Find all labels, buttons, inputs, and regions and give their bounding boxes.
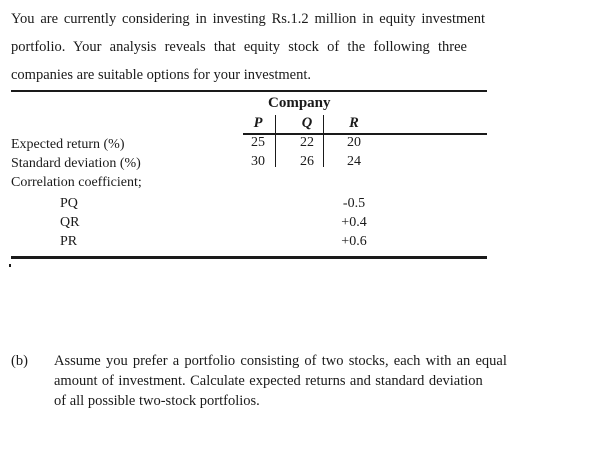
question-label: (b) bbox=[11, 353, 28, 369]
column-divider-pq bbox=[275, 115, 276, 167]
table-bottom-rule bbox=[11, 256, 487, 259]
correlation-value-pq: -0.5 bbox=[342, 196, 366, 211]
question-line-2: amount of investment. Calculate expected returns and standard deviation bbox=[54, 373, 483, 389]
column-divider-qr bbox=[323, 115, 324, 167]
cell-expected-return-r: 20 bbox=[347, 135, 361, 150]
cell-standard-deviation-r: 24 bbox=[347, 154, 361, 169]
intro-line-3: companies are suitable options for your investment. bbox=[11, 67, 311, 83]
stray-mark bbox=[9, 264, 11, 267]
cell-standard-deviation-p: 30 bbox=[251, 154, 265, 169]
intro-line-1: You are currently considering in investing Rs.1.2 million in equity investment bbox=[11, 11, 486, 27]
table-top-rule bbox=[11, 90, 487, 92]
pair-label-pr: PR bbox=[60, 234, 78, 249]
pair-label-pq: PQ bbox=[60, 196, 78, 211]
correlation-value-pr: +0.6 bbox=[341, 234, 367, 249]
cell-standard-deviation-q: 26 bbox=[300, 154, 314, 169]
question-text bbox=[54, 351, 542, 411]
row-label-correlation: Correlation coefficient; bbox=[11, 175, 142, 190]
row-label-standard-deviation: Standard deviation (%) bbox=[11, 156, 141, 171]
question-line-3: of all possible two-stock portfolios. bbox=[54, 393, 260, 409]
intro-line-2: portfolio. Your analysis reveals that equity stock of the following three bbox=[11, 39, 467, 55]
column-header-q: Q bbox=[301, 115, 313, 131]
cell-expected-return-q: 22 bbox=[300, 135, 314, 150]
column-header-r: R bbox=[349, 115, 359, 131]
question-line-1: Assume you prefer a portfolio consisting of two stocks, each with an equal bbox=[54, 353, 507, 369]
company-header: Company bbox=[268, 95, 331, 111]
pair-label-qr: QR bbox=[60, 215, 80, 230]
row-label-expected-return: Expected return (%) bbox=[11, 137, 125, 152]
column-header-p: P bbox=[253, 115, 263, 131]
correlation-value-qr: +0.4 bbox=[341, 215, 367, 230]
cell-expected-return-p: 25 bbox=[251, 135, 265, 150]
